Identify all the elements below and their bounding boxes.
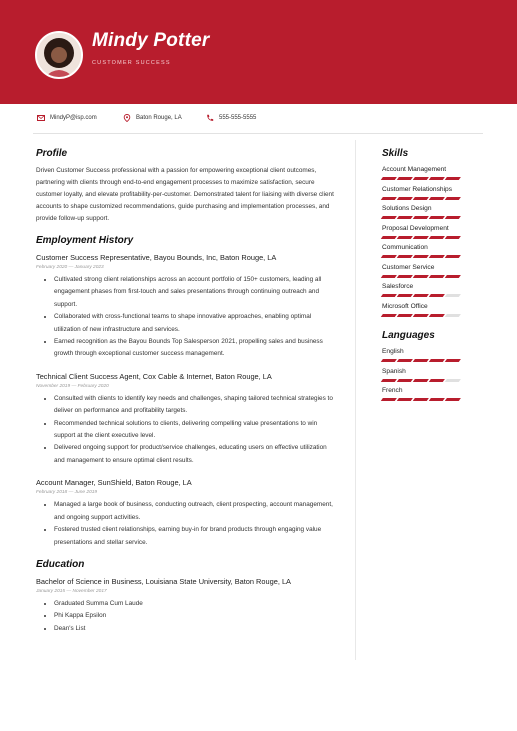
level-segment bbox=[413, 398, 429, 401]
language-item bbox=[382, 367, 482, 382]
side-column bbox=[382, 147, 482, 406]
bullet-item: • Cultivated strong client relationships across an account portfolio of 150+ customers, leading all engagement phases from first-touch and sales presentations through continuing outreach and support. bbox=[54, 274, 336, 311]
level-segment bbox=[397, 359, 413, 362]
skill-item-label: Customer Relationships bbox=[382, 185, 452, 193]
skill-item-label: Proposal Development bbox=[382, 224, 449, 232]
header-banner bbox=[0, 0, 517, 104]
level-segment bbox=[397, 216, 413, 219]
level-segment bbox=[445, 294, 461, 297]
skill-item bbox=[382, 165, 482, 180]
skill-item-level-bar bbox=[382, 236, 482, 239]
education-bullets bbox=[36, 598, 336, 635]
bullet-item: • Graduated Summa Cum Laude bbox=[54, 598, 336, 610]
contact-divider bbox=[33, 133, 483, 134]
skill-item bbox=[382, 263, 482, 278]
job-entry bbox=[36, 371, 336, 467]
level-segment bbox=[397, 314, 413, 317]
location-text: Baton Rouge, LA bbox=[136, 115, 182, 121]
level-segment bbox=[397, 197, 413, 200]
language-item-label: French bbox=[382, 387, 403, 394]
column-divider bbox=[355, 140, 356, 660]
level-segment bbox=[445, 379, 461, 382]
job-bullets bbox=[36, 393, 336, 467]
job-title: Technical Client Success Agent, Cox Cable & Internet, Baton Rouge, LA bbox=[36, 371, 272, 381]
level-segment bbox=[429, 255, 445, 258]
level-segment bbox=[413, 216, 429, 219]
main-column bbox=[36, 147, 336, 635]
skill-item-level-bar bbox=[382, 294, 482, 297]
skill-item-label: Salesforce bbox=[382, 283, 414, 290]
level-segment bbox=[429, 379, 445, 382]
level-segment bbox=[381, 275, 397, 278]
level-segment bbox=[413, 359, 429, 362]
bullet-item: • Managed a large book of business, conducting outreach, client prospecting, account management, and ongoing support activities. bbox=[54, 499, 336, 524]
skill-item-label: Customer Service bbox=[382, 263, 435, 271]
languages-heading: Languages bbox=[382, 330, 435, 341]
level-segment bbox=[397, 294, 413, 297]
level-segment bbox=[429, 177, 445, 180]
skill-item-label: Microsoft Office bbox=[382, 302, 428, 310]
mail-icon bbox=[37, 114, 45, 122]
level-segment bbox=[413, 177, 429, 180]
bullet-item: • Delivered ongoing support for product/service challenges, educating users on effective utilization and management to ensure optimal client results. bbox=[54, 442, 336, 467]
level-segment bbox=[413, 294, 429, 297]
skill-item-level-bar bbox=[382, 275, 482, 278]
job-dates: February 2020 — January 2023 bbox=[36, 265, 104, 270]
level-segment bbox=[381, 216, 397, 219]
level-segment bbox=[429, 294, 445, 297]
candidate-title: CUSTOMER SUCCESS bbox=[92, 60, 171, 66]
profile-heading: Profile bbox=[36, 148, 68, 159]
level-segment bbox=[445, 197, 461, 200]
bullet-item: • Earned recognition as the Bayou Bounds Top Salesperson 2021, propelling sales and business growth through exceptional customer success management. bbox=[54, 336, 336, 361]
level-segment bbox=[445, 398, 461, 401]
job-dates: February 2018 — June 2019 bbox=[36, 490, 98, 496]
level-segment bbox=[429, 359, 445, 362]
level-segment bbox=[381, 236, 397, 239]
level-segment bbox=[445, 275, 461, 278]
education-heading: Education bbox=[36, 558, 85, 570]
location-pin-icon bbox=[123, 114, 131, 122]
level-segment bbox=[413, 314, 429, 317]
job-dates: November 2019 — February 2020 bbox=[36, 383, 109, 389]
level-segment bbox=[381, 294, 397, 297]
level-segment bbox=[397, 177, 413, 180]
level-segment bbox=[445, 255, 461, 258]
phone-icon bbox=[206, 114, 214, 122]
language-item-label: Spanish bbox=[382, 367, 406, 375]
skill-item-level-bar bbox=[382, 197, 482, 200]
bullet-item: • Fostered trusted client relationships, earning buy-in for brand products through engaging value presentations and stellar service. bbox=[54, 524, 336, 549]
bullet-item: • Dean's List bbox=[54, 623, 336, 635]
skill-item-label: Account Management bbox=[382, 166, 447, 173]
bullet-item: • Recommended technical solutions to clients, delivering compelling value presentations to win support at the client executive level. bbox=[54, 418, 336, 443]
level-segment bbox=[429, 197, 445, 200]
skill-item-level-bar bbox=[382, 177, 482, 180]
level-segment bbox=[429, 314, 445, 317]
job-entry bbox=[36, 477, 336, 549]
language-item-level-bar bbox=[382, 379, 482, 382]
bullet-item: • Collaborated with cross-functional teams to shape innovative approaches, enabling optimal utilization of new infrastructure and services. bbox=[54, 311, 336, 336]
level-segment bbox=[397, 275, 413, 278]
level-segment bbox=[429, 236, 445, 239]
level-segment bbox=[413, 255, 429, 258]
skill-item-label: Solutions Design bbox=[382, 205, 432, 212]
level-segment bbox=[413, 197, 429, 200]
skill-item-label: Communication bbox=[382, 244, 428, 251]
language-item bbox=[382, 347, 482, 362]
language-item-level-bar bbox=[382, 398, 482, 401]
language-item bbox=[382, 386, 482, 401]
level-segment bbox=[397, 255, 413, 258]
level-segment bbox=[429, 216, 445, 219]
level-segment bbox=[413, 275, 429, 278]
avatar bbox=[35, 31, 83, 79]
contact-location bbox=[123, 114, 182, 122]
level-segment bbox=[413, 379, 429, 382]
job-bullets bbox=[36, 499, 336, 549]
level-segment bbox=[381, 255, 397, 258]
level-segment bbox=[397, 236, 413, 239]
employment-heading: Employment History bbox=[36, 235, 134, 246]
skill-item bbox=[382, 185, 482, 200]
job-bullets bbox=[36, 274, 336, 361]
language-item-level-bar bbox=[382, 359, 482, 362]
skill-item bbox=[382, 243, 482, 258]
phone-text: 555-555-5555 bbox=[219, 115, 257, 121]
level-segment bbox=[397, 379, 413, 382]
degree-title: Bachelor of Science in Business, Louisiana State University, Baton Rouge, LA bbox=[36, 576, 291, 586]
email-text: MindyP@isp.com bbox=[50, 115, 97, 121]
level-segment bbox=[429, 398, 445, 401]
languages-list bbox=[382, 347, 482, 401]
skill-item-level-bar bbox=[382, 216, 482, 219]
contact-phone bbox=[206, 114, 256, 122]
skill-item bbox=[382, 224, 482, 239]
job-entry bbox=[36, 252, 336, 361]
level-segment bbox=[381, 398, 397, 401]
level-segment bbox=[381, 177, 397, 180]
skills-list bbox=[382, 165, 482, 316]
level-segment bbox=[381, 197, 397, 200]
skill-item-level-bar bbox=[382, 255, 482, 258]
skill-item bbox=[382, 282, 482, 297]
skills-heading: Skills bbox=[382, 148, 409, 159]
level-segment bbox=[445, 314, 461, 317]
level-segment bbox=[381, 379, 397, 382]
job-title: Customer Success Representative, Bayou Bounds, Inc, Baton Rouge, LA bbox=[36, 253, 277, 262]
candidate-name: Mindy Potter bbox=[92, 30, 210, 51]
level-segment bbox=[381, 359, 397, 362]
level-segment bbox=[381, 314, 397, 317]
level-segment bbox=[429, 275, 445, 278]
bullet-item: • Consulted with clients to identify key needs and challenges, shaping tailored technical strategies to deliver on performance and profitability targets. bbox=[54, 393, 336, 418]
level-segment bbox=[445, 359, 461, 362]
skill-item bbox=[382, 302, 482, 317]
job-title: Account Manager, SunShield, Baton Rouge, LA bbox=[36, 478, 192, 488]
contact-row bbox=[0, 114, 517, 126]
contact-email bbox=[37, 114, 97, 122]
level-segment bbox=[397, 398, 413, 401]
skill-item bbox=[382, 204, 482, 219]
level-segment bbox=[445, 216, 461, 219]
education-dates: January 2015 — November 2017 bbox=[36, 588, 107, 594]
level-segment bbox=[413, 236, 429, 239]
language-item-label: English bbox=[382, 348, 404, 355]
profile-text: Driven Customer Success professional with a passion for empowering exceptional client outcomes, partnering with clients through end-to-end engagement processes to maximize satisfaction, secure customer loyalty, and elevate profitability-per-customer. Demonstrated talent for liaising with diverse client accounts to shape customized recommendations, guide purchasing and implementation processes, and provide follow-up support. bbox=[36, 167, 334, 222]
bullet-item: • Phi Kappa Epsilon bbox=[54, 610, 336, 622]
level-segment bbox=[445, 177, 461, 180]
level-segment bbox=[445, 236, 461, 239]
skill-item-level-bar bbox=[382, 314, 482, 317]
